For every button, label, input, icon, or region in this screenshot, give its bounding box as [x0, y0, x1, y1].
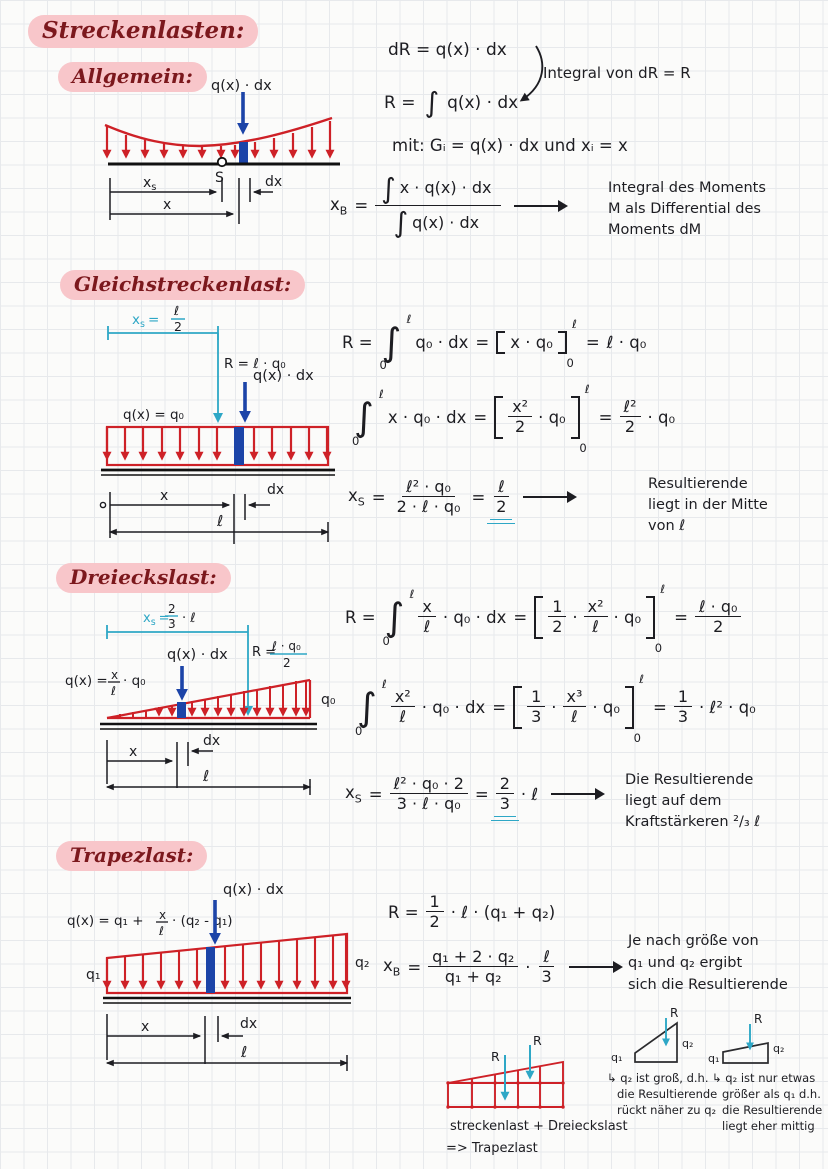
allgemein-note: Integral des Moments M als Differential des Moments dM	[608, 180, 766, 238]
arrow-right	[569, 966, 621, 968]
dreieck-formula-xs: $x_S$ = $\frac{\text{ℓ² · q₀ · 2}}{\text{3 · ℓ · q₀}}$ = $\frac{2}{3}$ · ℓ	[345, 775, 609, 814]
slice-highlight	[177, 702, 186, 718]
svg-text:· q₀: · q₀	[123, 673, 146, 689]
slice-force-label: q(x) · dx	[223, 882, 284, 898]
dimension-lines	[110, 178, 273, 224]
heading-dreieckslast: Dreieckslast:	[56, 563, 231, 593]
dim-xs-label: $x_s$	[143, 175, 157, 193]
gleich-formula-moment: ∫ ℓ 0 x · q₀ · dx = $\frac{\text{x²}}{2}$ · q₀ ℓ 0 = $\frac{\text{ℓ²}}{2}$ · q₀	[352, 382, 676, 455]
load-intensity-label: q(x) = q₁ +	[67, 913, 144, 929]
arrow-right	[514, 205, 566, 207]
allgemein-formula-xB: $x_B$ = ∫ x · q(x) · dx ∫ q(x) · dx	[330, 172, 572, 239]
slice-highlight	[234, 427, 244, 465]
resultant-label: R = ℓ · q₀	[224, 356, 286, 372]
dim-dx-label: dx	[240, 1016, 258, 1032]
heading-allgemein: Allgemein:	[58, 62, 207, 92]
resultant-label-rect: R	[491, 1049, 500, 1064]
svg-text:ℓ · q₀: ℓ · q₀	[272, 639, 301, 653]
slice-force-label: q(x) · dx	[167, 647, 228, 663]
allgemein-arrow-note: Integral von dR = R	[543, 64, 691, 82]
trapezoid-outline	[635, 1023, 677, 1062]
gleich-note: Resultierende liegt in der Mitte von ℓ	[648, 476, 768, 534]
slice-highlight	[239, 142, 248, 163]
heading-trapezlast: Trapezlast:	[56, 841, 207, 871]
allgemein-formula-mit: mit: Gᵢ = q(x) · dx und xᵢ = x	[392, 136, 628, 155]
resultant-label: R =	[252, 645, 277, 660]
q2-label: q₂	[355, 955, 370, 971]
svg-text:2: 2	[283, 656, 291, 670]
dreieck-formula-R: R = ∫ ℓ 0 $\frac{x}{\text{ℓ}}$ · q₀ · dx = $\frac{1}{2}$ · $\frac{\text{x²}}{\text{ℓ}}$ · q₀ ℓ 0 = $\frac{\text{ℓ · q₀}}{2}$	[345, 593, 741, 642]
q1-label: q₁	[86, 967, 101, 983]
decomposition-caption-2: => Trapezlast	[446, 1141, 538, 1156]
resultant-dimension	[107, 625, 248, 713]
load-curve	[105, 118, 332, 146]
dreieckslast-diagram	[55, 598, 365, 803]
load-intensity-label: q(x) =	[65, 673, 108, 689]
resultant-dimension	[108, 326, 218, 420]
allgemein-formula-dR: dR = q(x) · dx	[388, 40, 507, 60]
q1-label: q₁	[708, 1052, 720, 1065]
gleich-formula-R: R = ∫ ℓ 0 q₀ · dx = x · q₀ ℓ 0 = ℓ · q₀	[342, 312, 647, 373]
page-title: Streckenlasten:	[28, 15, 258, 48]
resultant-label: R	[670, 1006, 679, 1020]
xs-frac-den: 2	[174, 319, 182, 334]
q1-label: q₁	[611, 1051, 623, 1064]
svg-text:3: 3	[168, 617, 176, 631]
trapezoid-outline	[723, 1043, 768, 1063]
arrow-right	[523, 496, 575, 498]
svg-text:· ℓ: · ℓ	[182, 611, 196, 626]
dim-l-label: ℓ	[203, 767, 210, 785]
dim-x-label: x	[129, 744, 138, 760]
svg-text:ℓ: ℓ	[111, 684, 116, 698]
trapez-decomposition-diagram	[445, 1033, 573, 1113]
decomposition-caption-1: streckenlast + Dreieckslast	[450, 1119, 628, 1134]
svg-text:2: 2	[168, 602, 176, 616]
xs-label: $x_s$ =	[143, 611, 170, 628]
dim-x-label: x	[160, 488, 169, 504]
load-arrows	[107, 934, 346, 987]
svg-text:· (q₂ - q₁): · (q₂ - q₁)	[172, 913, 233, 929]
centroid-label: S	[215, 170, 224, 186]
trapezoid-steep-diagram	[605, 1006, 705, 1068]
trapezlast-diagram	[55, 878, 375, 1078]
resultant-label-tri: R	[533, 1033, 542, 1048]
q2-label: q₂	[773, 1042, 785, 1055]
svg-text:x: x	[159, 908, 167, 922]
trapez-formula-R: R = $\frac{1}{2}$ · ℓ · (q₁ + q₂)	[388, 892, 556, 932]
svg-text:ℓ: ℓ	[159, 924, 164, 938]
origin-point	[100, 502, 105, 507]
slice-highlight	[206, 947, 215, 993]
heading-gleichstreckenlast: Gleichstreckenlast:	[60, 270, 305, 300]
slice-force-label: q(x) · dx	[211, 78, 272, 94]
dim-l-label: ℓ	[241, 1043, 248, 1061]
trapez-note: Je nach größe von q₁ und q₂ ergibt sich die Resultierende	[628, 933, 788, 993]
gleich-formula-xs: $x_S$ = $\frac{\text{ℓ² · q₀}}{\text{2 · ℓ · q₀}}$ = $\frac{\text{ℓ}}{2}$	[348, 478, 581, 517]
dim-dx-label: dx	[203, 733, 221, 749]
svg-text:x: x	[111, 668, 119, 682]
trapezoid-flat-note: ↳ q₂ ist nur etwas größer als q₁ d.h. die Resultierende liegt eher mittig	[712, 1071, 823, 1133]
dim-x-label: x	[163, 197, 172, 213]
dim-dx-label: dx	[265, 174, 283, 190]
dim-dx-label: dx	[267, 482, 285, 498]
load-intensity-label: q(x) = q₀	[123, 407, 184, 423]
dim-l-label: ℓ	[217, 512, 224, 530]
dreieck-note: Die Resultierende liegt auf dem Kraftstärkeren ²/₃ ℓ	[625, 772, 761, 830]
trapezoid-steep-note: ↳ q₂ ist groß, d.h. die Resultierende rückt näher zu q₂	[607, 1071, 718, 1117]
allgemein-formula-R: R = ∫ q(x) · dx	[384, 86, 519, 119]
trapez-formula-xB: $x_B$ = $\frac{\text{q₁ + 2 · q₂}}{\text{q₁ + q₂}}$ · $\frac{\text{ℓ}}{3}$	[383, 948, 627, 987]
allgemein-load-diagram	[85, 78, 355, 240]
centroid-point	[218, 158, 226, 166]
slice-force-label: q(x) · dx	[253, 368, 314, 384]
q0-label: q₀	[321, 692, 336, 708]
xs-label: $x_s$ =	[132, 312, 160, 330]
dreieck-formula-moment: ∫ ℓ 0 $\frac{\text{x²}}{\text{ℓ}}$ · q₀ · dx = $\frac{1}{3}$ · $\frac{\text{x³}}{\text{ℓ}}$ · q₀ ℓ 0 = $\frac{1}{3}$ · ℓ² · q₀	[355, 672, 756, 745]
arrow-right	[551, 793, 603, 795]
q2-label: q₂	[682, 1037, 694, 1050]
resultant-label: R	[754, 1012, 763, 1026]
xs-frac-num: ℓ	[174, 303, 180, 318]
trapezoid-flat-diagram	[700, 1006, 800, 1068]
load-arrows	[107, 427, 327, 458]
gleichstreckenlast-diagram	[85, 298, 365, 550]
dim-x-label: x	[141, 1019, 150, 1035]
